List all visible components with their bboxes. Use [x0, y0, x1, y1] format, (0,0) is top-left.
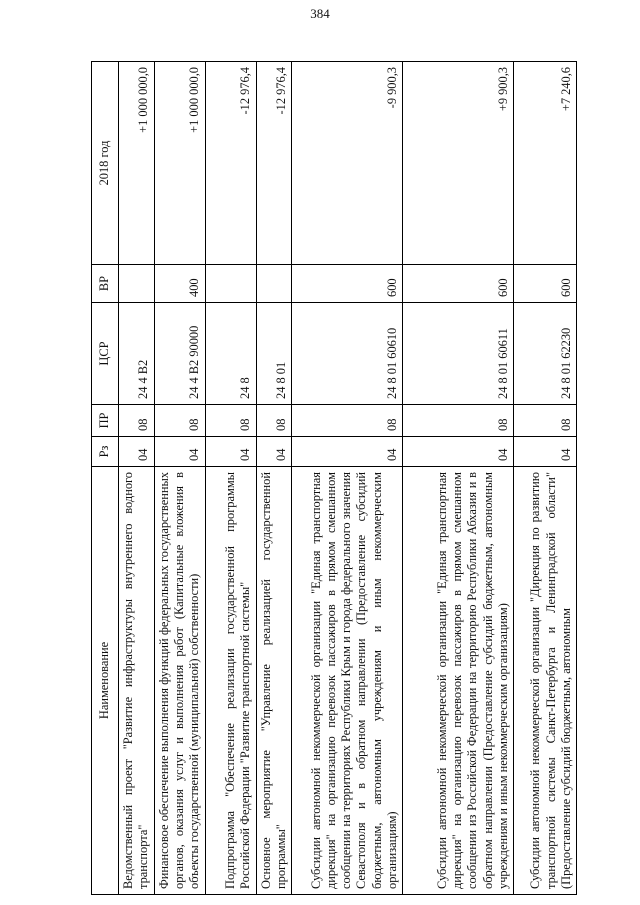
row-name: Субсидии автономной некоммерческой организации "Единая транспортная дирекция" на организацию перевозок пассажиров в прямом смешанном сообщении из Российской Федерации на территорию Республики Абхазия и в обратном направлении (Предоставление субсидий бюджетным, автономным учреждениям и иным некоммерческим организациям) [403, 467, 514, 895]
row-amount: +9 900,3 [403, 62, 514, 265]
row-name: Основное мероприятие "Управление реализацией государственной программы" [256, 467, 292, 895]
row-pr: 08 [154, 405, 205, 437]
row-amount: -12 976,4 [256, 62, 292, 265]
row-name: Подпрограмма "Обеспечение реализации государственной программы Российской Федерации "Развитие транспортной системы" [205, 467, 256, 895]
row-vr [205, 265, 256, 303]
row-csr: 24 4 В2 [119, 303, 155, 405]
row-pr: 08 [205, 405, 256, 437]
row-rz: 04 [292, 437, 403, 467]
rotated-table-container [91, 62, 596, 895]
table-row [292, 62, 403, 895]
row-name: Ведомственный проект "Развитие инфраструктуры внутреннего водного транспорта" [119, 467, 155, 895]
row-name: Субсидии автономной некоммерческой организации "Дирекция по развитию транспортной системы Санкт-Петербурга и Ленинградской области" (Предоставление субсидий бюджетным, автономным [514, 467, 577, 895]
row-csr: 24 4 В2 90000 [154, 303, 205, 405]
table-row [256, 62, 292, 895]
row-amount: -9 900,3 [292, 62, 403, 265]
row-amount: -12 976,4 [205, 62, 256, 265]
row-vr: 400 [154, 265, 205, 303]
row-amount: +1 000 000,0 [154, 62, 205, 265]
budget-table [91, 61, 577, 895]
table-row [403, 62, 514, 895]
row-rz: 04 [119, 437, 155, 467]
row-amount: +7 240,6 [514, 62, 577, 265]
row-csr: 24 8 01 60610 [292, 303, 403, 405]
header-csr: ЦСР [92, 303, 119, 405]
row-vr: 600 [292, 265, 403, 303]
row-pr: 08 [514, 405, 577, 437]
row-vr [119, 265, 155, 303]
row-csr: 24 8 01 62230 [514, 303, 577, 405]
row-name: Субсидии автономной некоммерческой организации "Единая транспортная дирекция" на организацию перевозок пассажиров в прямом смешанном сообщении на территориях Республики Крым и города федерального значения Севастополя и в обратном направлении (Предоставление субсидий бюджетным, автономным учреждениям и иным некоммерческим организациям) [292, 467, 403, 895]
table-row [154, 62, 205, 895]
row-rz: 04 [403, 437, 514, 467]
table-row [205, 62, 256, 895]
row-pr: 08 [119, 405, 155, 437]
row-pr: 08 [403, 405, 514, 437]
row-vr: 600 [514, 265, 577, 303]
row-pr: 08 [256, 405, 292, 437]
header-pr: ПР [92, 405, 119, 437]
row-name: Финансовое обеспечение выполнения функций федеральных государственных органов, оказания услуг и выполнения работ (Капитальные вложения в объекты государственной (муниципальной) собственности) [154, 467, 205, 895]
row-vr [256, 265, 292, 303]
table-row [514, 62, 577, 895]
row-csr: 24 8 01 60611 [403, 303, 514, 405]
header-row [92, 62, 119, 895]
row-csr: 24 8 [205, 303, 256, 405]
header-year: 2018 год [92, 62, 119, 265]
row-rz: 04 [205, 437, 256, 467]
page-number: 384 [310, 6, 330, 21]
header-vr: ВР [92, 265, 119, 303]
header-rz: Рз [92, 437, 119, 467]
row-amount: +1 000 000,0 [119, 62, 155, 265]
row-csr: 24 8 01 [256, 303, 292, 405]
row-rz: 04 [256, 437, 292, 467]
table-row [119, 62, 155, 895]
row-pr: 08 [292, 405, 403, 437]
row-vr: 600 [403, 265, 514, 303]
row-rz: 04 [154, 437, 205, 467]
header-name: Наименование [92, 467, 119, 895]
row-rz: 04 [514, 437, 577, 467]
